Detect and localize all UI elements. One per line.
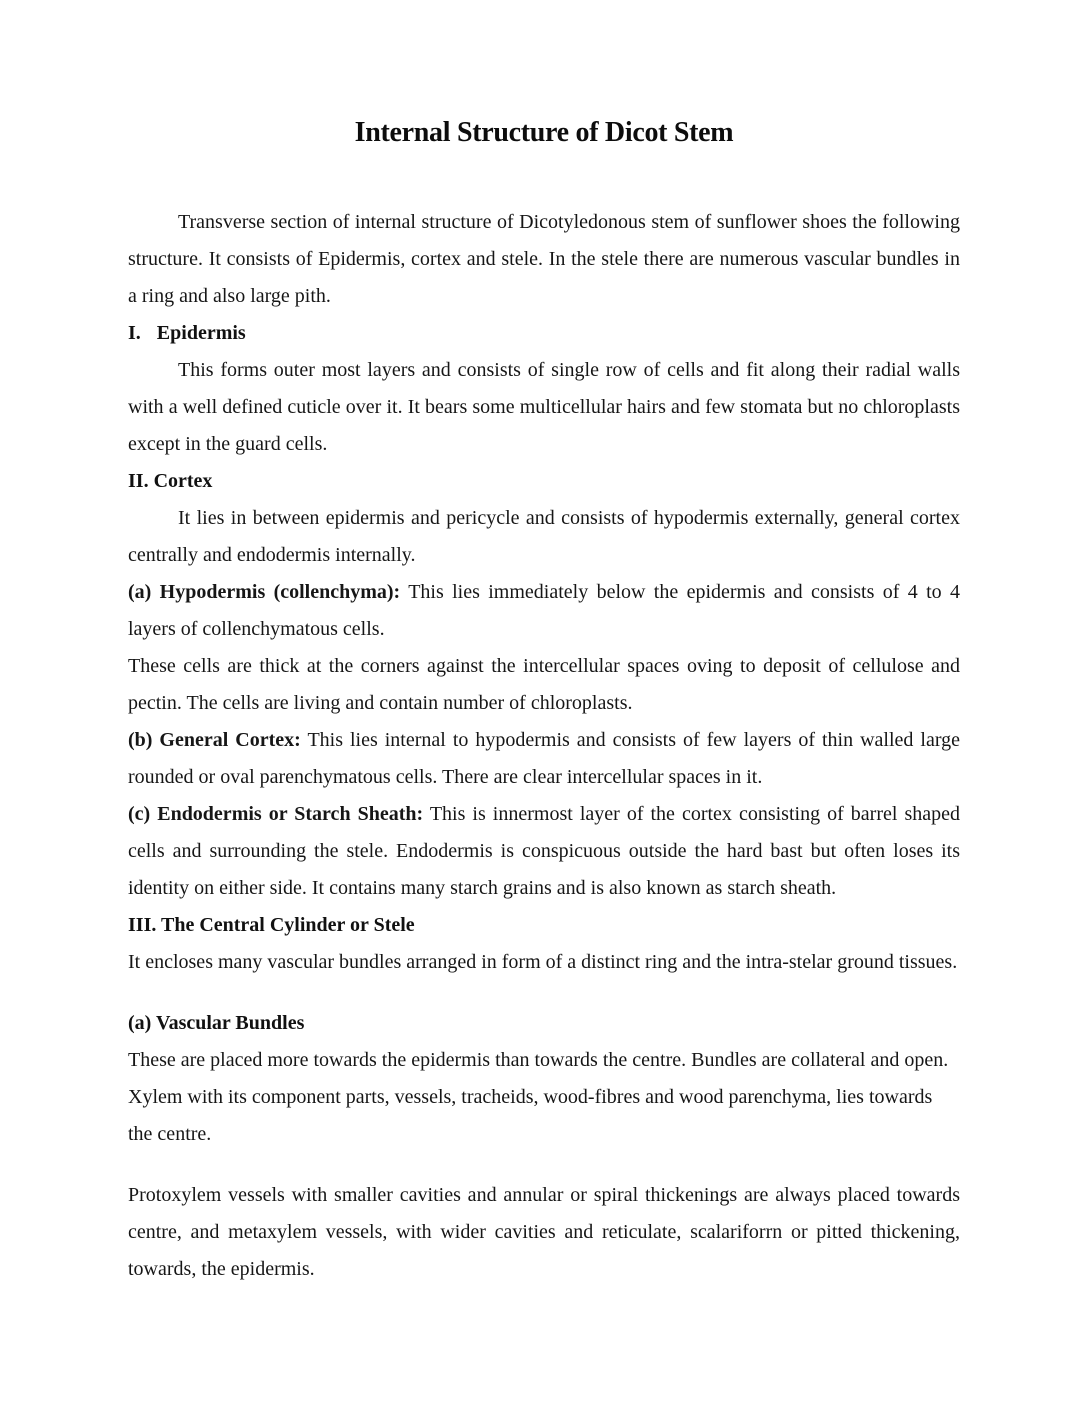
heading-epidermis — [128, 315, 960, 352]
intro-paragraph: Transverse section of internal structure of Dicotyledonous stem of sunflower shoes the following structure. It consists of Epidermis, cortex and stele. In the stele there are numerous vascular bundles in a ring and also large pith. — [128, 211, 960, 307]
vascular-bundles-paragraph: These are placed more towards the epidermis than towards the centre. Bundles are collateral and open. Xylem with its component parts, vessels, tracheids, wood-fibres and wood parenchyma, lies towards the centre. — [128, 1049, 949, 1145]
hypodermis-note-paragraph: These cells are thick at the corners against the intercellular spaces oving to deposit of cellulose and pectin. The cells are living and contain number of chloroplasts. — [128, 655, 960, 714]
endodermis-paragraph — [128, 796, 960, 907]
protoxylem-paragraph: Protoxylem vessels with smaller cavities and annular or spiral thickenings are always placed towards centre, and metaxylem vessels, with wider cavities and reticulate, scalariforrn or pitted thickening, towards, the epidermis. — [128, 1184, 960, 1280]
stele-paragraph: It encloses many vascular bundles arranged in form of a distinct ring and the intra-stelar ground tissues. — [128, 951, 958, 973]
hypodermis-lead: (a) Hypodermis (collenchyma): — [128, 581, 401, 603]
heading-cortex: II. Cortex — [128, 470, 213, 492]
epidermis-paragraph: This forms outer most layers and consists of single row of cells and fit along their radial walls with a well defined cuticle over it. It bears some multicellular hairs and few stomata but no chloroplasts except in the guard cells. — [128, 359, 960, 455]
page-title: Internal Structure of Dicot Stem — [354, 117, 734, 148]
hypodermis-text: This lies immediately below the epidermis and consists of 4 to 4 layers of collenchymatous cells. — [128, 581, 960, 640]
heading-epidermis-label: Epidermis — [156, 322, 246, 344]
general-cortex-lead: (b) General Cortex: — [128, 729, 301, 751]
heading-vascular-bundles: (a) Vascular Bundles — [128, 1012, 305, 1034]
general-cortex-paragraph — [128, 722, 960, 796]
cortex-paragraph: It lies in between epidermis and pericycle and consists of hypodermis externally, general cortex centrally and endodermis internally. — [128, 507, 960, 566]
general-cortex-text: This lies internal to hypodermis and consists of few layers of thin walled large rounded or oval parenchymatous cells. There are clear intercellular spaces in it. — [128, 729, 960, 788]
heading-stele: III. The Central Cylinder or Stele — [128, 914, 415, 936]
endodermis-lead: (c) Endodermis or Starch Sheath: — [128, 803, 424, 825]
endodermis-text: This is innermost layer of the cortex consisting of barrel shaped cells and surrounding the stele. Endodermis is conspicuous outside the hard bast but often loses its identity on either side. It contains many starch grains and is also known as starch sheath. — [128, 803, 960, 899]
hypodermis-paragraph — [128, 574, 960, 648]
heading-epidermis-numeral: I. — [128, 322, 141, 344]
